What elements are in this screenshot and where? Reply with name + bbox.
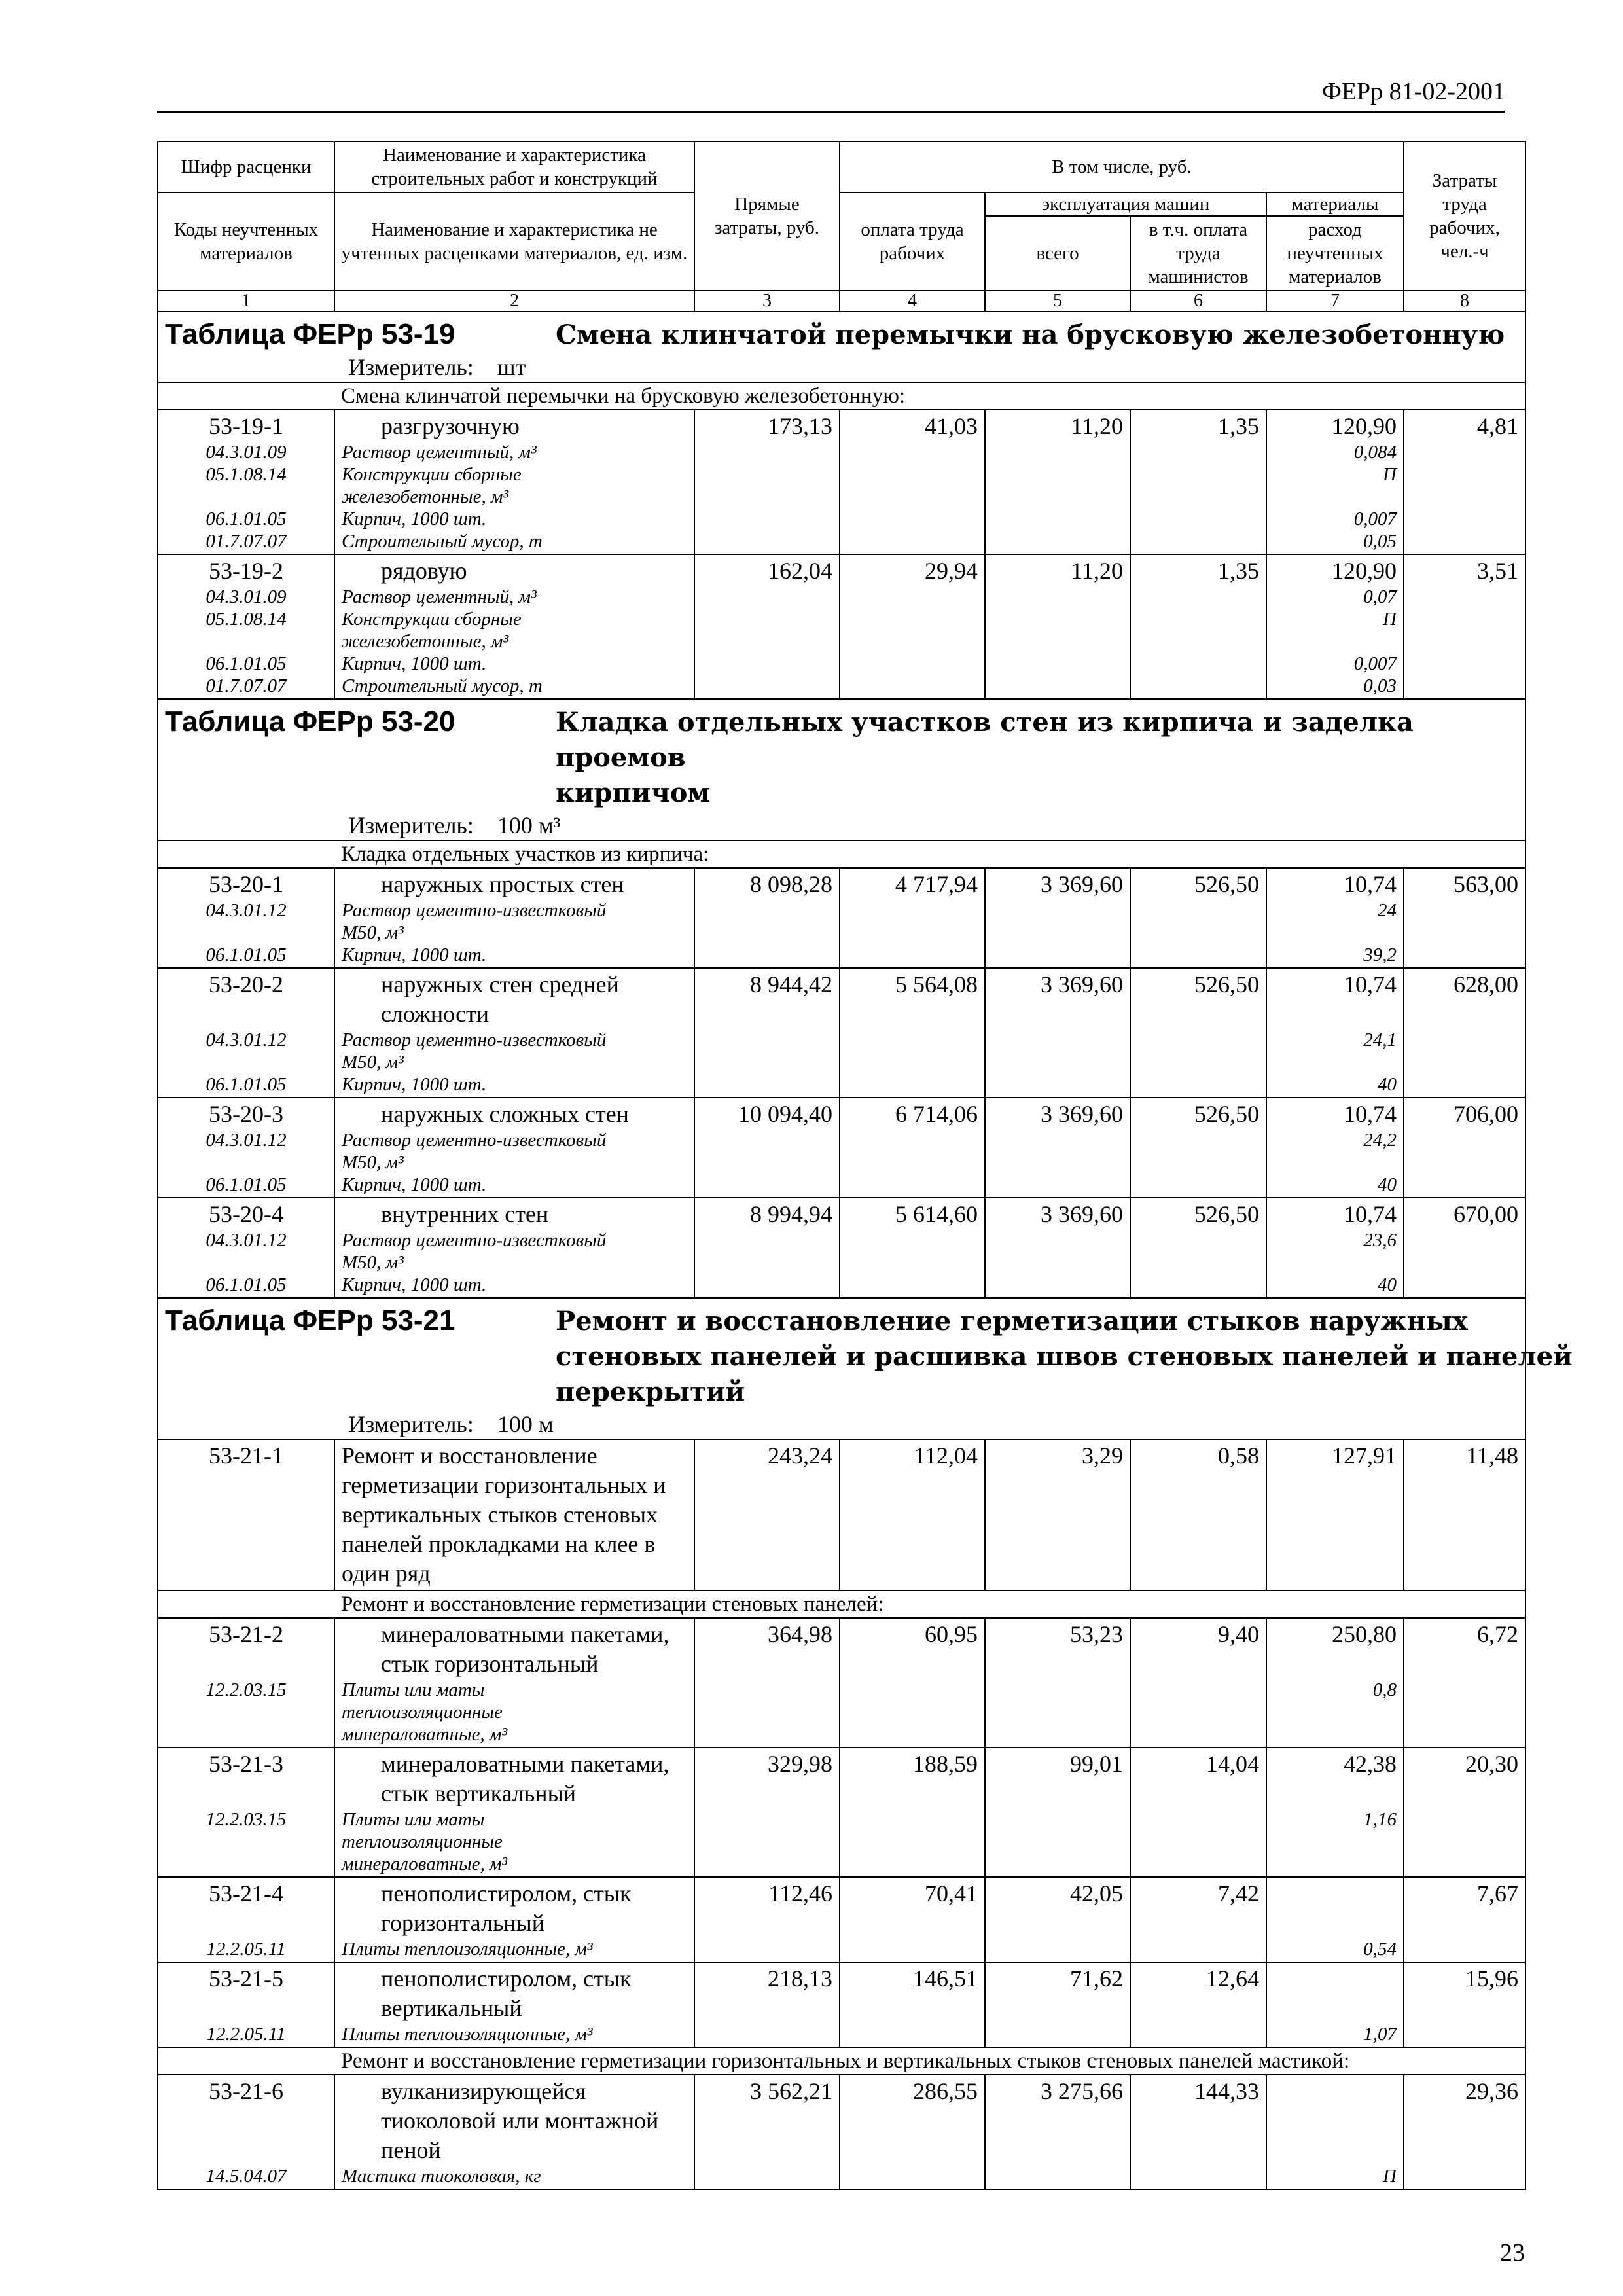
material-qty: П [1383,2166,1397,2187]
material-code: 06.1.01.05 [205,1274,287,1295]
subheading: Смена клинчатой перемычки на брусковую железобетонную: [334,382,1525,410]
col-name-bottom: Наименование и характеристика не учтенных расценками материалов, ед. изм. [334,192,694,291]
material-name: Плиты теплоизоляционные, м³ [342,2024,593,2045]
col-number: 4 [840,291,985,312]
material-name: Кирпич, 1000 шт. [342,1174,487,1195]
work-name: сложности [381,1001,490,1027]
material-qty: 1,16 [1363,1809,1397,1830]
machinist-wage: 7,42 [1130,1877,1266,1962]
work-name: пенополистиролом, стык [381,1880,632,1907]
table-title-row [158,1298,1525,1410]
header-row-2 [158,192,1525,216]
material-code: 04.3.01.12 [205,900,287,921]
measure-value: шт [497,354,526,380]
work-name: вертикальных стыков стеновых [342,1501,658,1528]
table-row [158,1618,1525,1748]
machinist-wage: 1,35 [1130,410,1266,554]
material-qty: 24,2 [1363,1130,1397,1151]
machinist-wage: 526,50 [1130,1098,1266,1198]
machines-cost: 3,29 [985,1439,1130,1590]
direct-cost: 8 098,28 [694,868,840,968]
table-label: Таблица ФЕРр 53-20 [158,699,694,811]
work-name: пенополистиролом, стык [381,1965,632,1992]
rate-code: 53-20-2 [209,971,283,997]
col-number: 3 [694,291,840,312]
rate-code: 53-20-1 [209,871,283,897]
work-name: один ряд [342,1560,431,1587]
work-name: наружных сложных стен [381,1101,629,1127]
labor-hours: 11,48 [1404,1439,1525,1590]
material-qty: 24 [1378,900,1397,921]
rate-code: 53-20-4 [209,1201,283,1227]
material-qty: 0,54 [1363,1939,1397,1960]
col-wages: оплата труда рабочих [840,192,985,291]
material-qty: 40 [1378,1174,1397,1195]
work-name: наружных стен средней [381,971,619,997]
machines-cost: 99,01 [985,1748,1130,1877]
col-direct: Прямые затраты, руб. [694,141,840,291]
wages-cost: 70,41 [840,1877,985,1962]
rate-code: 53-21-6 [209,2078,283,2104]
col-number: 2 [334,291,694,312]
table-title: кирпичом [556,778,711,808]
measure-line [158,353,1525,382]
work-name: минераловатными пакетами, [381,1751,669,1777]
material-name: Кирпич, 1000 шт. [342,1274,487,1295]
material-name: Плиты или маты [342,1679,485,1700]
material-qty: 39,2 [1363,944,1397,965]
material-name: Мастика тиоколовая, кг [342,2166,541,2187]
table-label: Таблица ФЕРр 53-19 [158,312,694,353]
col-machines: эксплуатация машин [985,192,1266,216]
work-name: наружных простых стен [381,871,624,897]
material-name: Плиты теплоизоляционные, м³ [342,1939,593,1960]
materials-cost: 10,74 [1344,1201,1397,1227]
col-number: 8 [1404,291,1525,312]
work-name: герметизации горизонтальных и [342,1472,666,1498]
wages-cost: 29,94 [840,554,985,699]
material-code: 06.1.01.05 [205,509,287,529]
material-qty: 0,05 [1363,531,1397,552]
material-qty: 23,6 [1363,1230,1397,1251]
machines-cost: 53,23 [985,1618,1130,1748]
col-name-top: Наименование и характеристика строительных работ и конструкций [334,141,694,192]
col-codes: Коды неучтенных материалов [158,192,334,291]
material-code: 01.7.07.07 [205,675,287,696]
table-row [158,2075,1525,2189]
material-name: Плиты или маты [342,1809,485,1830]
material-name: Кирпич, 1000 шт. [342,1074,487,1095]
header-row-1 [158,141,1525,192]
col-number: 5 [985,291,1130,312]
materials-cost: 42,38 [1344,1751,1397,1777]
work-name: горизонтальный [381,1910,544,1936]
materials-cost [1274,1879,1397,1909]
material-name: минераловатные, м³ [342,1854,508,1874]
subheading-row [158,1590,1525,1618]
machinist-wage: 9,40 [1130,1618,1266,1748]
page-number: 23 [1500,2239,1525,2267]
direct-cost: 112,46 [694,1877,840,1962]
material-code: 01.7.07.07 [205,531,287,552]
rate-code: 53-21-2 [209,1621,283,1647]
machinist-wage: 526,50 [1130,868,1266,968]
material-code: 04.3.01.12 [205,1230,287,1251]
machinist-wage: 526,50 [1130,968,1266,1098]
measure-label: Измеритель: [348,1411,474,1437]
material-name: Кирпич, 1000 шт. [342,509,487,529]
work-name: минераловатными пакетами, [381,1621,669,1647]
material-name: М50, м³ [342,1052,404,1073]
machines-cost: 3 275,66 [985,2075,1130,2189]
table-label: Таблица ФЕРр 53-21 [158,1298,694,1410]
table-title: перекрытий [556,1376,745,1407]
material-qty: 0,03 [1363,675,1397,696]
materials-cost: 127,91 [1266,1439,1404,1590]
material-code: 04.3.01.12 [205,1130,287,1151]
wages-cost: 5 614,60 [840,1198,985,1298]
wages-cost: 5 564,08 [840,968,985,1098]
direct-cost: 8 944,42 [694,968,840,1098]
work-name: внутренних стен [381,1201,549,1227]
measure-value: 100 м [497,1411,554,1437]
table-title: Ремонт и восстановление герметизации стыков наружных [556,1306,1468,1336]
work-name: стык горизонтальный [381,1651,599,1677]
subheading-row [158,2047,1525,2075]
material-qty: П [1383,609,1397,630]
materials-cost: 10,74 [1344,871,1397,897]
measure-line [158,1410,1525,1439]
material-name: М50, м³ [342,1152,404,1173]
subheading-row [158,382,1525,410]
material-name: теплоизоляционные [342,1702,503,1723]
labor-hours: 15,96 [1404,1962,1525,2047]
labor-hours: 628,00 [1404,968,1525,1098]
material-qty: 0,007 [1353,653,1397,674]
col-machines-total: всего [985,216,1130,291]
table-title: Смена клинчатой перемычки на брусковую железобетонную [556,319,1505,350]
machines-cost: 71,62 [985,1962,1130,2047]
material-name: железобетонные, м³ [342,631,509,652]
table-row [158,1198,1525,1298]
material-code: 04.3.01.09 [205,586,287,607]
direct-cost: 162,04 [694,554,840,699]
labor-hours: 3,51 [1404,554,1525,699]
machines-cost: 3 369,60 [985,968,1130,1098]
col-incl: В том числе, руб. [840,141,1404,192]
material-name: теплоизоляционные [342,1831,503,1852]
wages-cost: 188,59 [840,1748,985,1877]
direct-cost: 8 994,94 [694,1198,840,1298]
material-qty: 1,07 [1363,2024,1397,2045]
materials-cost: 10,74 [1344,971,1397,997]
direct-cost: 364,98 [694,1618,840,1748]
work-name: стык вертикальный [381,1780,577,1806]
material-name: Раствор цементно-известковый [342,900,607,921]
work-name: разгрузочную [381,413,520,439]
col-number: 6 [1130,291,1266,312]
rate-code: 53-19-1 [209,413,283,439]
labor-hours: 706,00 [1404,1098,1525,1198]
rate-code: 53-20-3 [209,1101,283,1127]
rate-code: 53-19-2 [209,558,283,584]
material-qty: 40 [1378,1074,1397,1095]
price-table [157,141,1573,2190]
machines-cost: 3 369,60 [985,868,1130,968]
labor-hours: 563,00 [1404,868,1525,968]
direct-cost: 329,98 [694,1748,840,1877]
direct-cost: 218,13 [694,1962,840,2047]
table-title: Кладка отдельных участков стен из кирпича и заделка проемов [556,707,1414,773]
wages-cost: 146,51 [840,1962,985,2047]
wages-cost: 6 714,06 [840,1098,985,1198]
table-row [158,1877,1525,1962]
machinist-wage: 12,64 [1130,1962,1266,2047]
machines-cost: 3 369,60 [985,1198,1130,1298]
table-row [158,968,1525,1098]
material-name: минераловатные, м³ [342,1724,508,1745]
materials-cost: 250,80 [1332,1621,1397,1647]
machines-cost: 11,20 [985,554,1130,699]
table-title-row [158,699,1525,811]
table-row [158,1439,1525,1590]
work-name: панелей прокладками на клее в [342,1531,656,1557]
col-machines-wage: в т.ч. оплата труда машинистов [1130,216,1266,291]
material-code: 06.1.01.05 [205,1174,287,1195]
machinist-wage: 144,33 [1130,2075,1266,2189]
table-title-row [158,312,1525,353]
subheading: Ремонт и восстановление герметизации горизонтальных и вертикальных стыков стеновых панелей мастикой: [334,2047,1525,2075]
col-number: 7 [1266,291,1404,312]
labor-hours: 6,72 [1404,1618,1525,1748]
material-name: железобетонные, м³ [342,486,509,507]
wages-cost: 286,55 [840,2075,985,2189]
subheading: Ремонт и восстановление герметизации стеновых панелей: [334,1590,1525,1618]
direct-cost: 243,24 [694,1439,840,1590]
running-header: ФЕРр 81-02-2001 [1321,78,1505,105]
direct-cost: 10 094,40 [694,1098,840,1198]
material-name: Строительный мусор, т [342,675,543,696]
labor-hours: 20,30 [1404,1748,1525,1877]
material-code: 04.3.01.12 [205,1030,287,1050]
work-name: пеной [381,2137,441,2163]
rate-code: 53-21-5 [209,1965,283,1992]
column-numbers-row [158,291,1525,312]
material-qty: 0,084 [1353,442,1397,463]
work-name: тиоколовой или монтажной [381,2108,659,2134]
labor-hours: 4,81 [1404,410,1525,554]
rate-code: 53-21-1 [158,1439,334,1590]
wages-cost: 4 717,94 [840,868,985,968]
machines-cost: 11,20 [985,410,1130,554]
work-name: вертикальный [381,1995,522,2021]
direct-cost: 3 562,21 [694,2075,840,2189]
material-name: М50, м³ [342,1252,404,1273]
material-qty: 0,007 [1353,509,1397,529]
table-row [158,1748,1525,1877]
material-name: Конструкции сборные [342,609,522,630]
material-qty: 0,07 [1363,586,1397,607]
material-name: Раствор цементный, м³ [342,586,537,607]
table-title: стеновых панелей и расшивка швов стеновых панелей и панелей [556,1341,1573,1372]
wages-cost: 60,95 [840,1618,985,1748]
labor-hours: 670,00 [1404,1198,1525,1298]
measure-label: Измеритель: [348,354,474,380]
materials-cost [1274,2077,1397,2106]
labor-hours: 7,67 [1404,1877,1525,1962]
header-rule [157,111,1505,113]
material-name: Конструкции сборные [342,464,522,485]
measure-value: 100 м³ [497,812,561,838]
direct-cost: 173,13 [694,410,840,554]
subheading: Кладка отдельных участков из кирпича: [334,840,1525,868]
materials-cost: 10,74 [1344,1101,1397,1127]
subheading-row [158,840,1525,868]
material-code: 12.2.03.15 [205,1679,287,1700]
work-name: рядовую [381,558,467,584]
rate-code: 53-21-4 [209,1880,283,1907]
work-name: вулканизирующейся [381,2078,586,2104]
material-code: 06.1.01.05 [205,653,287,674]
material-qty: 40 [1378,1274,1397,1295]
wages-cost: 112,04 [840,1439,985,1590]
material-name: Раствор цементно-известковый [342,1130,607,1151]
work-name: Ремонт и восстановление [342,1443,597,1469]
materials-cost: 120,90 [1332,558,1397,584]
material-name: Строительный мусор, т [342,531,543,552]
material-name: Кирпич, 1000 шт. [342,944,487,965]
material-name: М50, м³ [342,922,404,943]
col-materials: материалы [1266,192,1404,216]
machines-cost: 42,05 [985,1877,1130,1962]
material-qty: П [1383,464,1397,485]
material-name: Раствор цементно-известковый [342,1030,607,1050]
material-qty: 24,1 [1363,1030,1397,1050]
material-name: Кирпич, 1000 шт. [342,653,487,674]
materials-cost [1274,1964,1397,1994]
col-materials-use: расход неучтенных материалов [1266,216,1404,291]
material-code: 06.1.01.05 [205,944,287,965]
labor-hours: 29,36 [1404,2075,1525,2189]
material-code: 06.1.01.05 [205,1074,287,1095]
col-number: 1 [158,291,334,312]
machinist-wage: 0,58 [1130,1439,1266,1590]
rate-code: 53-21-3 [209,1751,283,1777]
materials-cost: 120,90 [1332,413,1397,439]
col-labor: Затраты труда рабочих, чел.-ч [1404,141,1525,291]
material-code: 05.1.08.14 [205,609,287,630]
material-code: 04.3.01.09 [205,442,287,463]
material-code: 12.2.05.11 [206,1939,286,1960]
wages-cost: 41,03 [840,410,985,554]
material-code: 14.5.04.07 [205,2166,287,2187]
machinist-wage: 526,50 [1130,1198,1266,1298]
material-code: 12.2.03.15 [205,1809,287,1830]
table-row [158,410,1525,554]
col-cipher: Шифр расценки [158,141,334,192]
table-row [158,868,1525,968]
material-code: 05.1.08.14 [205,464,287,485]
machinist-wage: 14,04 [1130,1748,1266,1877]
table-row [158,1098,1525,1198]
table-row [158,1962,1525,2047]
machinist-wage: 1,35 [1130,554,1266,699]
material-name: Раствор цементно-известковый [342,1230,607,1251]
measure-line [158,811,1525,840]
machines-cost: 3 369,60 [985,1098,1130,1198]
material-name: Раствор цементный, м³ [342,442,537,463]
measure-label: Измеритель: [348,812,474,838]
material-code: 12.2.05.11 [206,2024,286,2045]
table-row [158,554,1525,699]
material-qty: 0,8 [1372,1679,1397,1700]
